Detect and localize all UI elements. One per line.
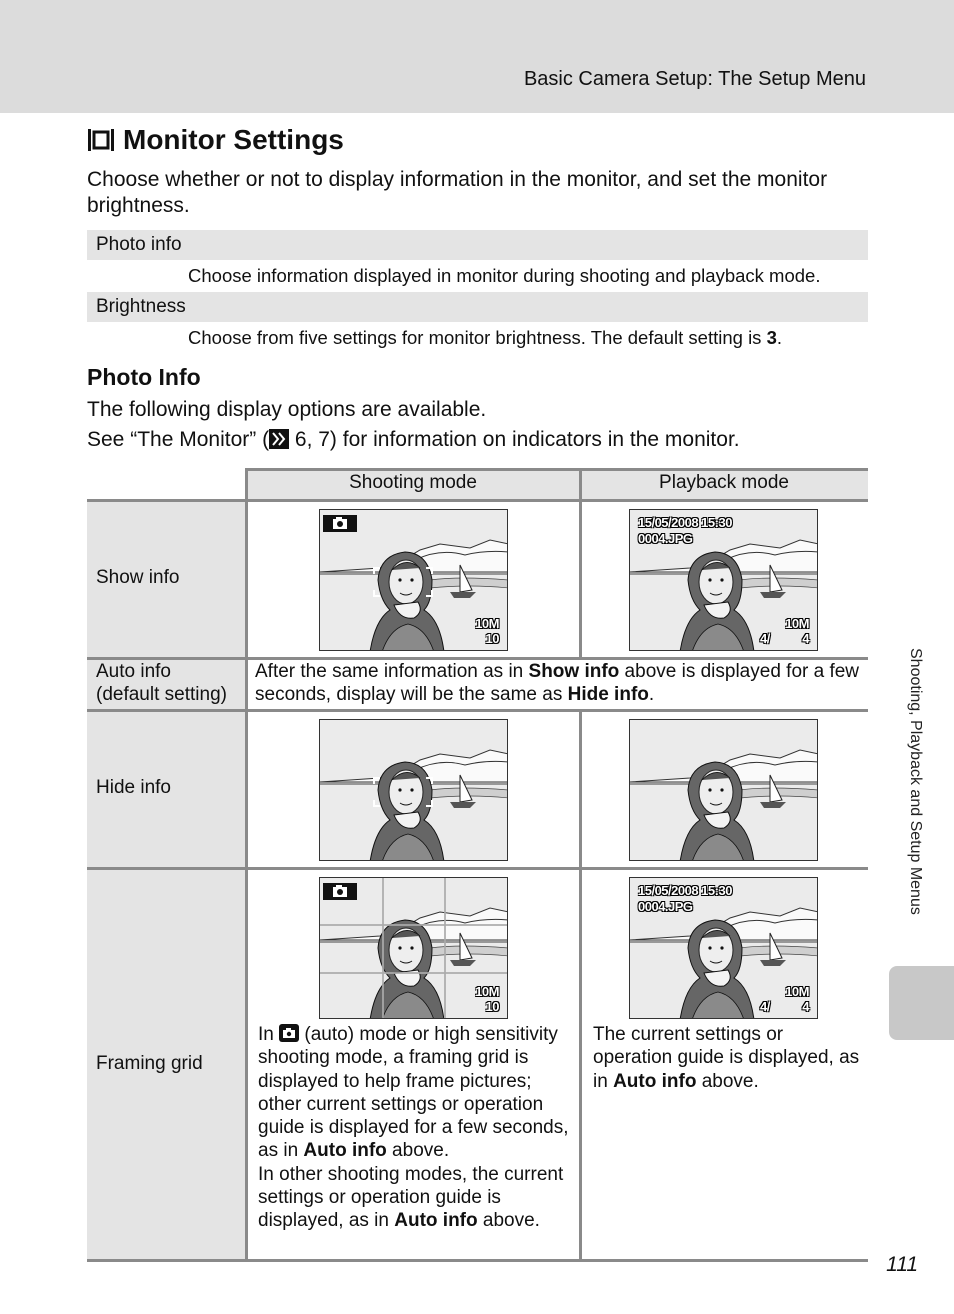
screen-show-info-playback bbox=[629, 509, 818, 651]
frame-number: 4/ bbox=[760, 999, 770, 1014]
table-vrule-2a bbox=[579, 468, 582, 659]
table-top-rule bbox=[247, 468, 868, 471]
table-vrule-1 bbox=[245, 468, 248, 1262]
photo-info-line1: The following display options are available. bbox=[87, 398, 487, 421]
date-time-readout: 15/05/2008 15:30 bbox=[638, 515, 732, 530]
frame-total: 4 bbox=[802, 999, 809, 1014]
shots-remaining: 10 bbox=[485, 999, 499, 1014]
row-label-auto-info: Auto info (default setting) bbox=[96, 661, 227, 705]
shots-remaining: 10 bbox=[485, 631, 499, 646]
image-size-indicator: 10M bbox=[475, 616, 499, 631]
section-title: Monitor Settings bbox=[87, 124, 344, 156]
grid-line bbox=[382, 878, 384, 1019]
screen-hide-info-playback bbox=[629, 719, 818, 861]
side-tab bbox=[889, 966, 954, 1040]
camera-icon bbox=[279, 1024, 299, 1042]
section-intro: Choose whether or not to display information in the monitor, and set the monitor brightness. bbox=[87, 168, 828, 217]
row-label-hide-info: Hide info bbox=[96, 777, 171, 798]
header-title: Basic Camera Setup: The Setup Menu bbox=[523, 68, 866, 90]
option-brightness-desc: Choose from five settings for monitor brightness. The default setting is 3. bbox=[188, 327, 783, 348]
table-vrule-2b bbox=[579, 709, 582, 1262]
screen-framing-grid-shooting bbox=[319, 877, 508, 1019]
image-size-indicator: 10M bbox=[785, 616, 809, 631]
col-header-shooting: Shooting mode bbox=[349, 472, 477, 493]
file-name-readout: 0004.JPG bbox=[638, 899, 693, 914]
row-label-show-info: Show info bbox=[96, 567, 180, 588]
table-rule-1 bbox=[87, 499, 868, 502]
auto-info-description: After the same information as in Show info above is displayed for a few seconds, display will be the same as Hide info. bbox=[255, 661, 860, 706]
page-reference-icon bbox=[269, 429, 289, 449]
option-photo-info-row: Photo info bbox=[87, 230, 868, 260]
image-size-indicator: 10M bbox=[475, 984, 499, 999]
photo-info-heading: Photo Info bbox=[87, 364, 201, 390]
screen-show-info-shooting bbox=[319, 509, 508, 651]
frame-total: 4 bbox=[802, 631, 809, 646]
page-number: 111 bbox=[886, 1253, 918, 1276]
screen-hide-info-shooting bbox=[319, 719, 508, 861]
col-header-playback: Playback mode bbox=[659, 472, 789, 493]
option-photo-info-desc: Choose information displayed in monitor during shooting and playback mode. bbox=[188, 265, 821, 286]
framing-grid-playback-description: The current settings or operation guide is displayed, as in Auto info above. bbox=[593, 1024, 860, 1092]
grid-line bbox=[320, 924, 508, 926]
option-brightness-row: Brightness bbox=[87, 292, 868, 322]
framing-grid-shooting-description: In (auto) mode or high sensitivity shooting mode, a framing grid is displayed to help frame pictures; other current settings or operation guide is displayed for a few seconds, as in Auto info above. In other shooting modes, the current settings or operation guide is displayed, as in Auto info above. bbox=[258, 1024, 569, 1232]
row-label-framing-grid: Framing grid bbox=[96, 1053, 203, 1074]
image-size-indicator: 10M bbox=[785, 984, 809, 999]
file-name-readout: 0004.JPG bbox=[638, 531, 693, 546]
table-rule-3 bbox=[87, 709, 868, 712]
grid-line bbox=[320, 972, 508, 974]
header-bar bbox=[0, 0, 954, 113]
camera-mode-indicator bbox=[323, 883, 357, 900]
side-tab-label: Shooting, Playback and Setup Menus bbox=[907, 648, 924, 915]
photo-info-line2: See “The Monitor” ( 6, 7) for information on indicators in the monitor. bbox=[87, 428, 740, 451]
frame-number: 4/ bbox=[760, 631, 770, 646]
date-time-readout: 15/05/2008 15:30 bbox=[638, 883, 732, 898]
grid-line bbox=[444, 878, 446, 1019]
table-bottom-rule bbox=[87, 1259, 868, 1262]
table-rule-4 bbox=[87, 867, 868, 870]
screen-framing-grid-playback bbox=[629, 877, 818, 1019]
monitor-icon bbox=[87, 127, 115, 153]
